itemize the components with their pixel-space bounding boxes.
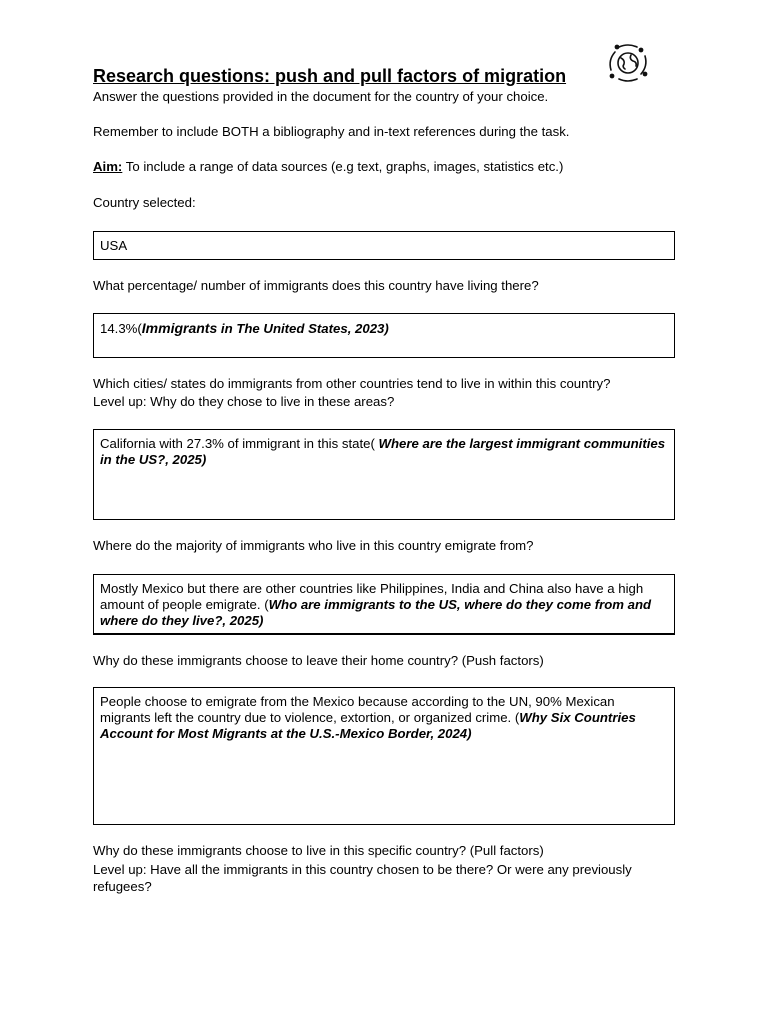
q1-answer-text: 14.3%( (100, 321, 142, 336)
aim-label: Aim: (93, 159, 123, 174)
q4-answer-box[interactable] (93, 687, 675, 825)
reminder-text: Remember to include BOTH a bibliography and in-text references during the task. (93, 124, 570, 139)
q3-citation: Who are immigrants to the US, where do they come from and where do they live?, 2025) (100, 597, 652, 628)
intro-text: Answer the questions provided in the document for the country of your choice. (93, 89, 549, 104)
country-answer-box[interactable] (93, 231, 675, 260)
country-question: Country selected: (93, 195, 196, 210)
q2-question: Which cities/ states do immigrants from other countries tend to live in within this country? (93, 376, 611, 391)
q2-answer-box[interactable] (93, 429, 675, 520)
q1-answer-box[interactable] (93, 313, 675, 358)
q4-question: Why do these immigrants choose to leave their home country? (Push factors) (93, 653, 544, 668)
q2-citation: Where are the largest immigrant communities in the US?, 2025) (100, 436, 666, 467)
q1-question: What percentage/ number of immigrants does this country have living there? (93, 278, 539, 293)
q1-citation-lead: Immigrants (141, 320, 218, 336)
aim-text (93, 159, 563, 174)
aim-body: To include a range of data sources (e.g text, graphs, images, statistics etc.) (122, 159, 564, 174)
q3-answer-text: Mostly Mexico but there are other countries like Philippines, India and China also have a high amount of people emigrate. ( (100, 581, 644, 612)
q4-citation: Why Six Countries Account for Most Migrants at the U.S.-Mexico Border, 2024) (100, 710, 636, 741)
country-answer: USA (100, 238, 128, 253)
q3-answer-box[interactable] (93, 574, 675, 635)
q3-question: Where do the majority of immigrants who live in this country emigrate from? (93, 538, 534, 553)
q4-answer-text: People choose to emigrate from the Mexico because according to the UN, 90% Mexican migrants left the country due to violence, extortion, or organized crime. ( (100, 694, 615, 725)
q1-citation-rest: in The United States, 2023) (217, 321, 389, 336)
page-title: Research questions: push and pull factors of migration (93, 66, 567, 86)
q5-level-up: Level up: Have all the immigrants in this country chosen to be there? Or were any previously refugees? (93, 862, 632, 894)
q2-level-up: Level up: Why do they chose to live in these areas? (93, 394, 395, 409)
q5-question: Why do these immigrants choose to live in this specific country? (Pull factors) (93, 843, 544, 858)
globe-with-people-icon (605, 42, 651, 84)
q2-answer-text: California with 27.3% of immigrant in this state( (100, 436, 379, 451)
